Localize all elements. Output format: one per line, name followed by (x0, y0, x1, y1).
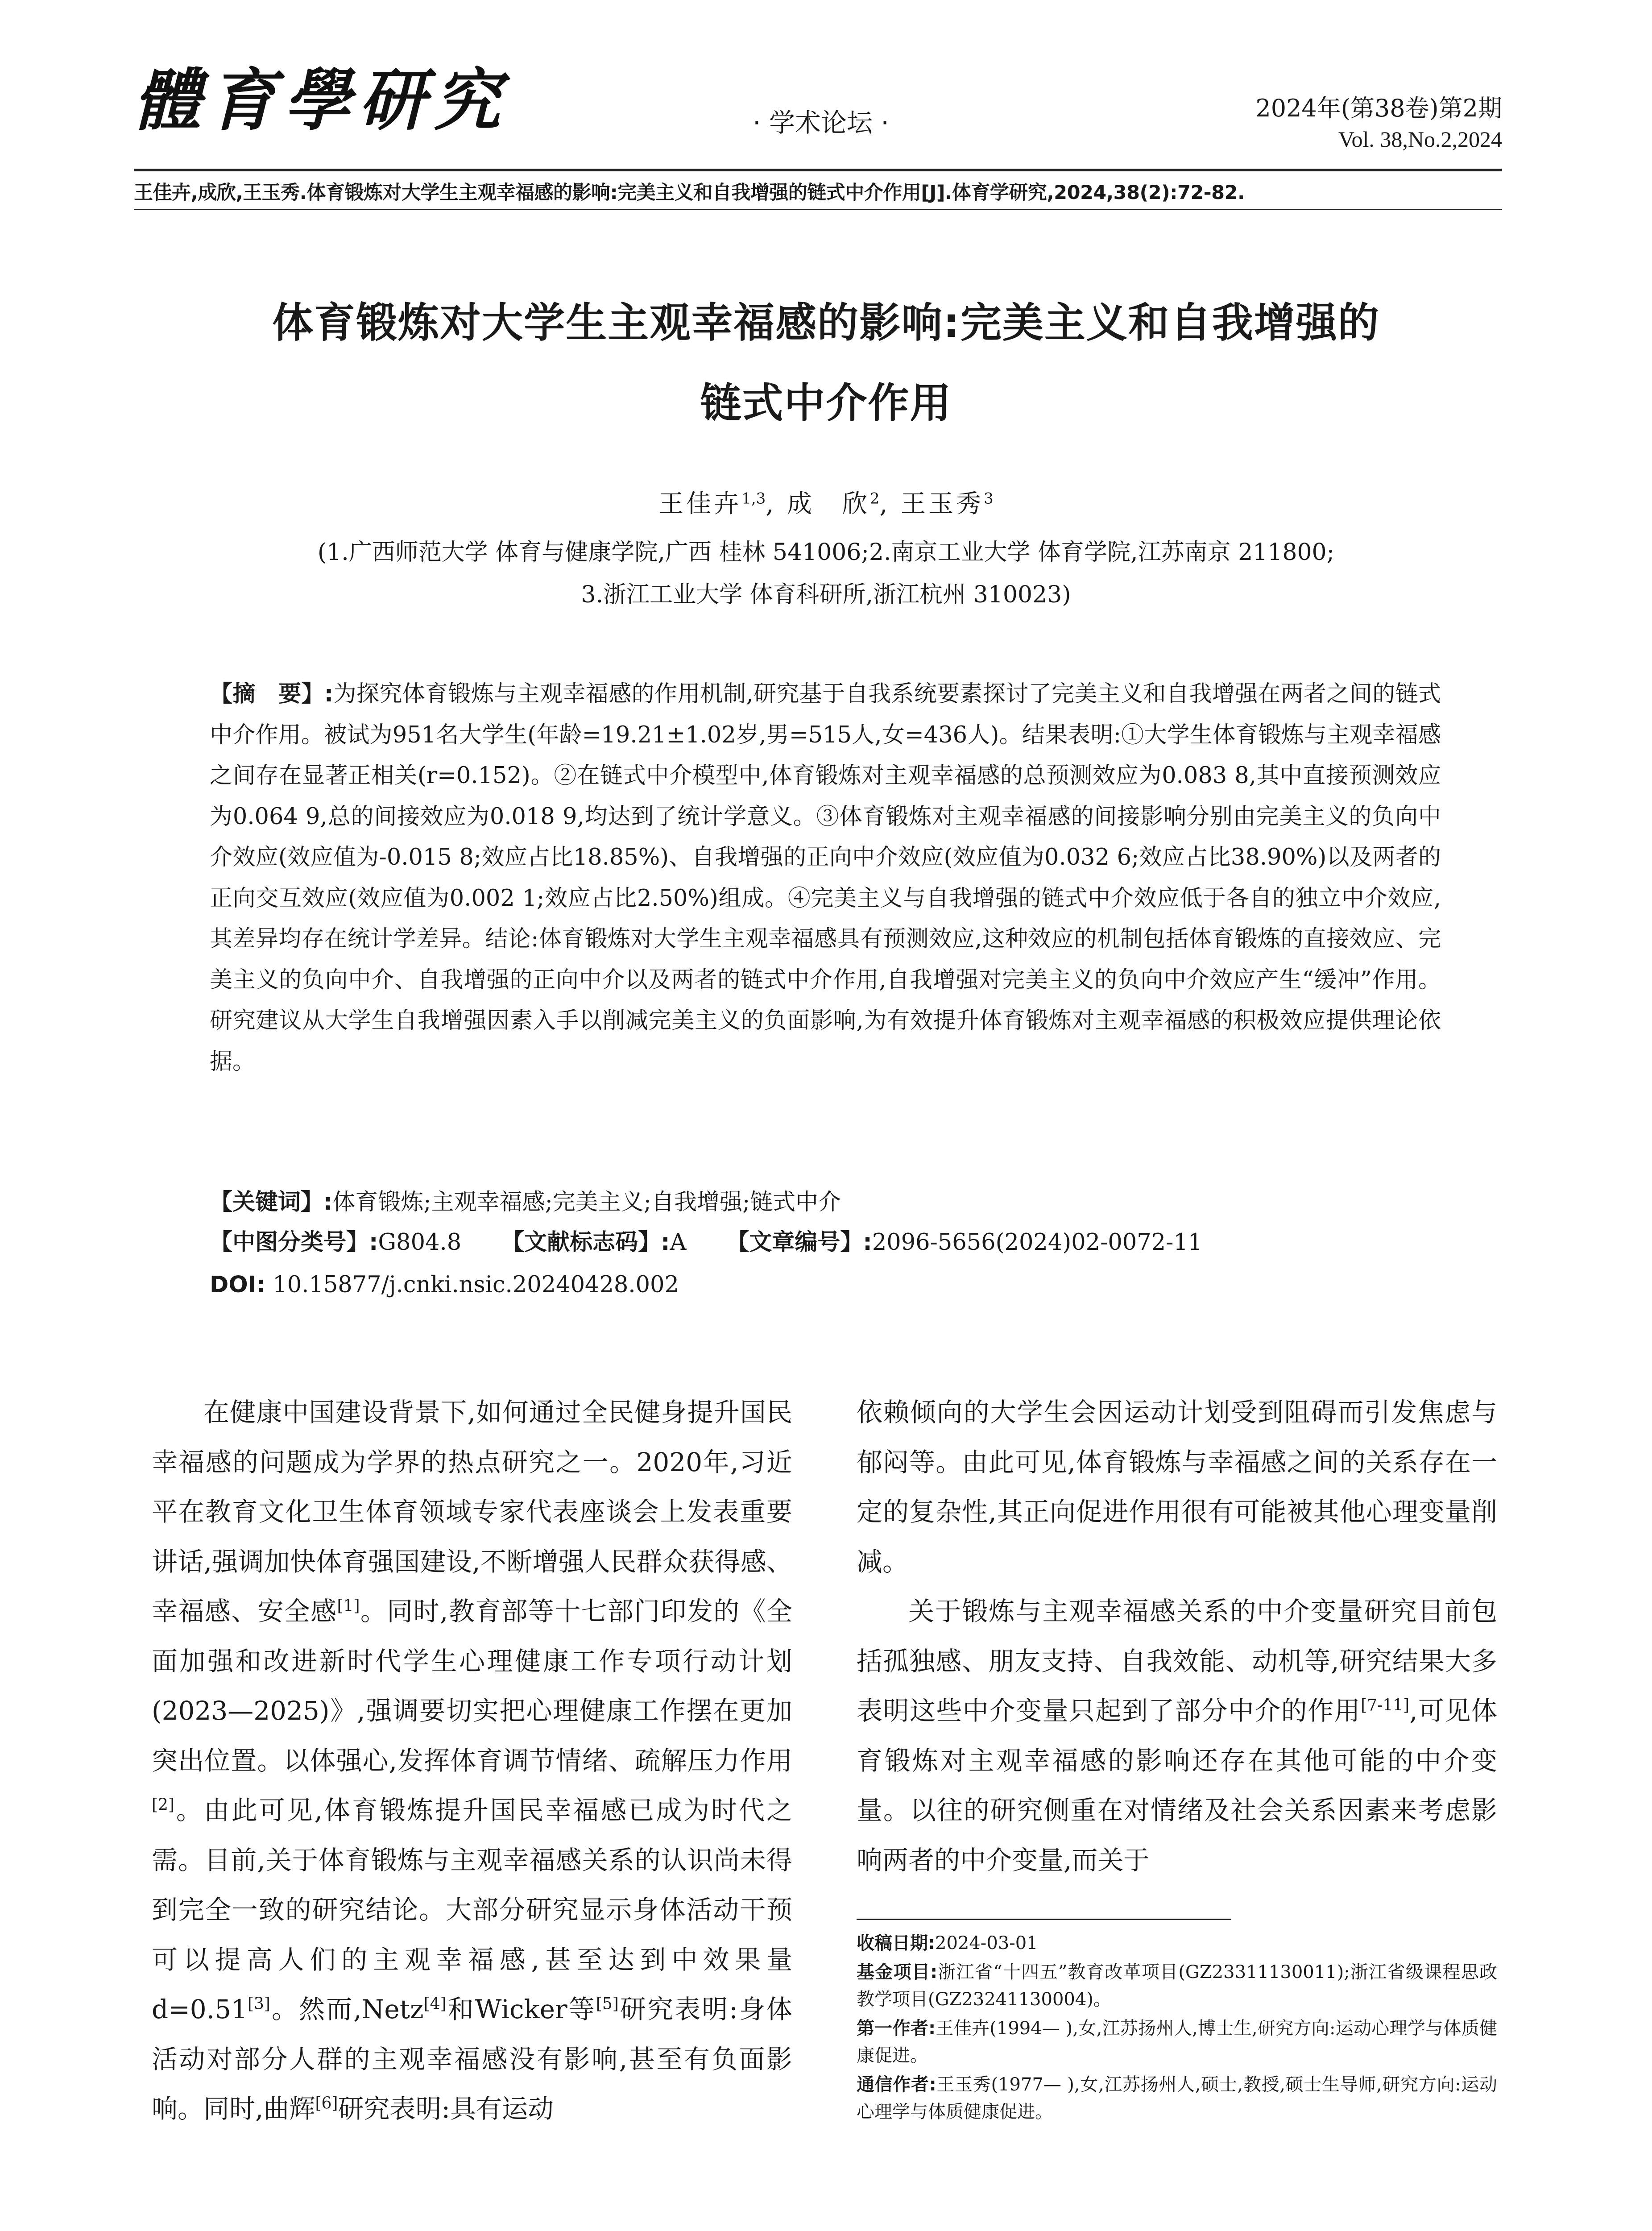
body-column-right (857, 1388, 1497, 1885)
article-title-line2: 链式中介作用 (700, 379, 952, 427)
abstract-label: 【摘 要】: (210, 681, 334, 707)
article-title-line1: 体育锻炼对大学生主观幸福感的影响:完美主义和自我增强的 (272, 299, 1380, 347)
issue-info-en: Vol. 38,No.2,2024 (1338, 127, 1502, 152)
journal-logo: 體育學研究 (134, 61, 509, 140)
reference-mark[interactable]: [7-11] (1361, 1696, 1410, 1715)
body-paragraph: 依赖倾向的大学生会因运动计划受到阻碍而引发焦虑与郁闷等。由此可见,体育锻炼与幸福感之间的关系存在一定的复杂性,其正向促进作用很有可能被其他心理变量削减。 (857, 1397, 1497, 1577)
author-separator: , (766, 489, 777, 518)
footnote-first-author: 第一作者:王佳卉(1994— ),女,江苏扬州人,博士生,研究方向:运动心理学与体质健康促进。 (857, 2018, 1498, 2066)
doi-label: DOI: (210, 1272, 266, 1298)
author-name: 王玉秀 (901, 489, 984, 518)
abstract-text: 为探究体育锻炼与主观幸福感的作用机制,研究基于自我系统要素探讨了完美主义和自我增强在两者之间的链式中介作用。被试为951名大学生(年龄=19.21±1.02岁,男=515人,女=436人)。结果表明:①大学生体育锻炼与主观幸福感之间存在显著正相关(r=0.152)。②在链式中介模型中,体育锻炼对主观幸福感的总预测效应为0.083 8,其中直接预测效应为0.064 9,总的间接效应为0.018 9,均达到了统计学意义。③体育锻炼对主观幸福感的间接影响分别由完美主义的负向中介效应(效应值为-0.015 8;效应占比18.85%)、自我增强的正向中介效应(效应值为0.032 6;效应占比38.90%)以及两者的正向交互效应(效应值为0.002 1;效应占比2.50%)组成。④完美主义与自我增强的链式中介效应低于各自的独立中介效应,其差异均存在统计学差异。结论:体育锻炼对大学生主观幸福感具有预测效应,这种效应的机制包括体育锻炼的直接效应、完美主义的负向中介、自我增强的正向中介以及两者的链式中介作用,自我增强对完美主义的负向中介效应产生“缓冲”作用。研究建议从大学生自我增强因素入手以削减完美主义的负面影响,为有效提升体育锻炼对主观幸福感的积极效应提供理论依据。 (210, 681, 1441, 1075)
article-number-label: 【文章编号】: (726, 1229, 872, 1256)
author-name: 王佳卉 (658, 489, 742, 518)
keywords-text: 体育锻炼;主观幸福感;完美主义;自我增强;链式中介 (332, 1189, 841, 1215)
keywords-label: 【关键词】: (210, 1189, 333, 1215)
issue-info-cn: 2024年(第38卷)第2期 (1255, 94, 1502, 122)
reference-mark[interactable]: [3] (247, 1995, 270, 2013)
body-paragraph: 在健康中国建设背景下,如何通过全民健身提升国民幸福感的问题成为学界的热点研究之一。2020年,习近平在教育文化卫生体育领域专家代表座谈会上发表重要讲话,强调加快体育强国建设,不断增强人民群众获得感、幸福感、安全感[1]。同时,教育部等十七部门印发的《全面加强和改进新时代学生心理健康工作专项行动计划(2023—2025)》,强调要切实把心理健康工作摆在更加突出位置。以体强心,发挥体育调节情绪、疏解压力作用[2]。由此可见,体育锻炼提升国民幸福感已成为时代之需。目前,关于体育锻炼与主观幸福感关系的认识尚未得到完全一致的研究结论。大部分研究显示身体活动干预可以提高人们的主观幸福感,甚至达到中效果量d=0.51[3]。然而,Netz[4]和Wicker等[5]研究表明:身体活动对部分人群的主观幸福感没有影响,甚至有负面影响。同时,曲辉[6]研究表明:具有运动 (152, 1397, 792, 2124)
doi-value[interactable]: 10.15877/j.cnki.nsic.20240428.002 (273, 1272, 679, 1298)
header-rule-thin (134, 209, 1502, 210)
doc-code-value: A (670, 1229, 687, 1256)
footnote-received: 收稿日期:2024-03-01 (857, 1933, 1038, 1953)
reference-mark[interactable]: [2] (152, 1796, 174, 1814)
footnote-corresponding-author: 通信作者:王玉秀(1977— ),女,江苏扬州人,硕士,教授,硕士生导师,研究方向:运动心理学与体质健康促进。 (857, 2074, 1497, 2122)
article-number-value: 2096-5656(2024)02-0072-11 (872, 1229, 1203, 1256)
affiliation-line1: (1.广西师范大学 体育与健康学院,广西 桂林 541006;2.南京工业大学 体育学院,江苏南京 211800; (317, 539, 1335, 566)
citation-line: 王佳卉,成欣,王玉秀.体育锻炼对大学生主观幸福感的影响:完美主义和自我增强的链式中介作用[J].体育学研究,2024,38(2):72-82. (134, 182, 1245, 204)
clc-value: G804.8 (378, 1229, 462, 1256)
doc-code-label: 【文献标志码】: (501, 1229, 670, 1256)
author-name: 成 欣 (787, 489, 870, 518)
author-affiliation-mark: 2 (869, 489, 880, 508)
author-affiliation-mark: 3 (984, 489, 994, 508)
reference-mark[interactable]: [4] (423, 1995, 447, 2013)
footnote-fund: 基金项目:浙江省“十四五”教育改革项目(GZ23311130011);浙江省级课程思政教学项目(GZ23241130004)。 (857, 1962, 1497, 2010)
reference-mark[interactable]: [1] (337, 1597, 360, 1615)
author-affiliation-mark: 1,3 (741, 489, 766, 508)
header-rule (134, 169, 1502, 171)
clc-label: 【中图分类号】: (210, 1229, 378, 1256)
affiliation-line2: 3.浙江工业大学 体育科研所,浙江杭州 310023) (581, 581, 1071, 608)
abstract (210, 674, 1441, 1082)
body-paragraph: 关于锻炼与主观幸福感关系的中介变量研究目前包括孤独感、朋友支持、自我效能、动机等,研究结果大多表明这些中介变量只起到了部分中介的作用[7-11],可见体育锻炼对主观幸福感的影响还存在其他可能的中介变量。以往的研究侧重在对情绪及社会关系因素来考虑影响两者的中介变量,而关于 (857, 1596, 1497, 1875)
doi-line (210, 1267, 1441, 1303)
author-list (134, 484, 1518, 520)
column-label: · 学术论坛 · (753, 108, 889, 138)
reference-mark[interactable]: [6] (315, 2094, 338, 2113)
keywords (210, 1185, 1441, 1220)
reference-mark[interactable]: [5] (596, 1995, 619, 2013)
footnotes (857, 1930, 1497, 2127)
classification-line (210, 1225, 1441, 1261)
body-column-left (152, 1388, 792, 2134)
footnote-rule (857, 1919, 1231, 1920)
author-separator: , (879, 489, 890, 518)
